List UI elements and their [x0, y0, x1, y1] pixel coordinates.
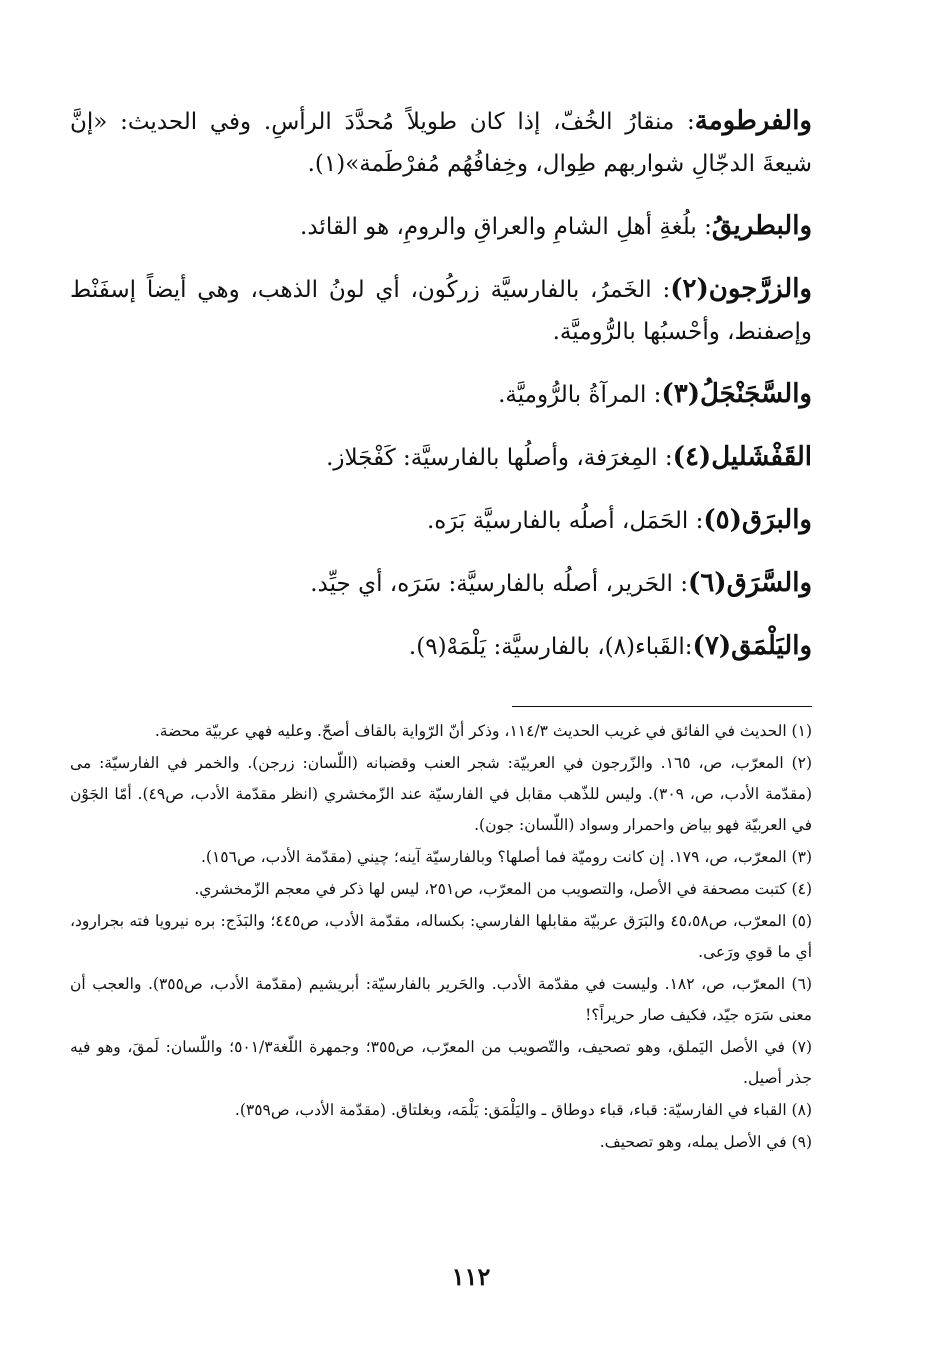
entry-text: : منقارُ الخُفّ، إذا كان طويلاً مُحدَّدَ الرأسِ. وفي الحديث: «إنَّ شيعةَ الدجّالِ شواربهم طِوال، وخِفافُهُم مُفرْطَمة»(١).	[70, 109, 812, 177]
entry-text: : الحَرير، أصلُه بالفارسيَّة: سَرَه، أي جيِّد.	[310, 571, 688, 597]
entry-head: والسَّجَنْجَلُ(٣)	[661, 379, 812, 409]
footnote-5: (٥) المعرّب، ص٤٥،٥٨ والبَرَق عربيّة مقابلها الفارسي: بكساله، مقدّمة الأدب، ص٤٤٥؛ والبَذَج: بره نيرويا فته بجرارود، أي ما قوي ورَعى.	[70, 912, 813, 961]
footnote-9: (٩) في الأصل يمله، وهو تصحيف.	[599, 1133, 812, 1151]
entry-text: : الخَمرُ، بالفارسيَّة زركُون، أي لونُ الذهب، وهي أيضاً إسفَنْط وإصفنط، وأحْسبُها بالرُّوميَّة.	[70, 277, 812, 345]
entry-qafshalil	[70, 436, 812, 479]
entry-baraq	[70, 499, 812, 542]
footnote-divider	[512, 706, 812, 707]
entry-saraq	[70, 562, 812, 605]
entry-text: : بلُغةِ أهلِ الشامِ والعراقِ والرومِ، هو القائد.	[300, 214, 712, 240]
entry-head: واليَلْمَق(٧)	[692, 631, 812, 661]
footnote-8: (٨) القباء في الفارسيّة: قباء، قباء دوطاق ـ واليَلْمَق: يَلْمَه، وبغلتاق. (مقدّمة الأدب، ص٣٥٩).	[234, 1101, 812, 1119]
entry-sajanjal	[70, 373, 812, 416]
footnotes	[70, 716, 812, 1159]
entry-fartuma	[70, 100, 812, 185]
main-text	[70, 100, 812, 688]
footnote-2: (٢) المعرّب، ص، ١٦٥. والزّرجون في العربيّة: شجر العنب وقضبانه (اللّسان: زرجن). والخمر في الفارسيّة: مى (مقدّمة الأدب، ص، ٣٠٩). وليس للذّهب مقابل في الفارسيّة عند الزّمخشري (انظر مقدّمة الأدب، ص٤٩). أمّا الجَوْن في العربيّة فهو بياض واحمرار وسواد (اللّسان: جون).	[70, 754, 813, 834]
footnote-7: (٧) في الأصل اليَملق، وهو تصحيف، والتّصويب من المعرّب، ص٣٥٥؛ وجمهرة اللّغة٥٠١/٣؛ واللّسان: لَمقَ، وهو فيه جذر أصيل.	[70, 1038, 812, 1087]
entry-yalmaq	[70, 625, 812, 668]
entry-head: والسَّرَق(٦)	[688, 568, 812, 598]
entry-head: والزرَّجون(٢)	[670, 274, 812, 304]
footnote-4: (٤) كتبت مصحفة في الأصل، والتصويب من المعرّب، ص٢٥١، ليس لها ذكر في معجم الزّمخشري.	[194, 880, 812, 898]
footnote-3: (٣) المعرّب، ص، ١٧٩. إن كانت روميّة فما أصلها؟ وبالفارسيّة آينه؛ چيني (مقدّمة الأدب، ص١٥٦).	[200, 848, 812, 866]
entry-text: : الحَمَل، أصلُه بالفارسيَّة بَرَه.	[426, 508, 704, 534]
entry-text: : المرآةُ بالرُّوميَّة.	[498, 382, 662, 408]
entry-text: :القَباء(٨)، بالفارسيَّة: يَلْمَهْ(٩).	[408, 634, 693, 660]
entry-batriq	[70, 205, 812, 248]
entry-head: والفرطومة	[694, 106, 812, 136]
entry-zarajun	[70, 268, 812, 353]
entry-head: والبرَق(٥)	[703, 505, 812, 535]
entry-head: القَفْشَليل(٤)	[672, 442, 812, 472]
footnote-1: (١) الحديث في الفائق في غريب الحديث ١١٤/٣، وذكر أنّ الرّواية بالقاف أصحّ. وعليه فهي عربيّة محضة.	[154, 722, 812, 740]
footnote-6: (٦) المعرّب، ص، ١٨٢. وليست في مقدّمة الأدب. والحَرير بالفارسيّة: أبريشيم (مقدّمة الأدب، ص٣٥٥). والعجب أن معنى سَرَه جيّد، فكيف صار حريراً؟!	[70, 975, 812, 1024]
entry-head: والبطريقُ	[711, 211, 812, 241]
entry-text: : المِغرَفة، وأصلُها بالفارسيَّة: كَفْجَلاز.	[326, 445, 673, 471]
page-number: ١١٢	[451, 1262, 491, 1291]
